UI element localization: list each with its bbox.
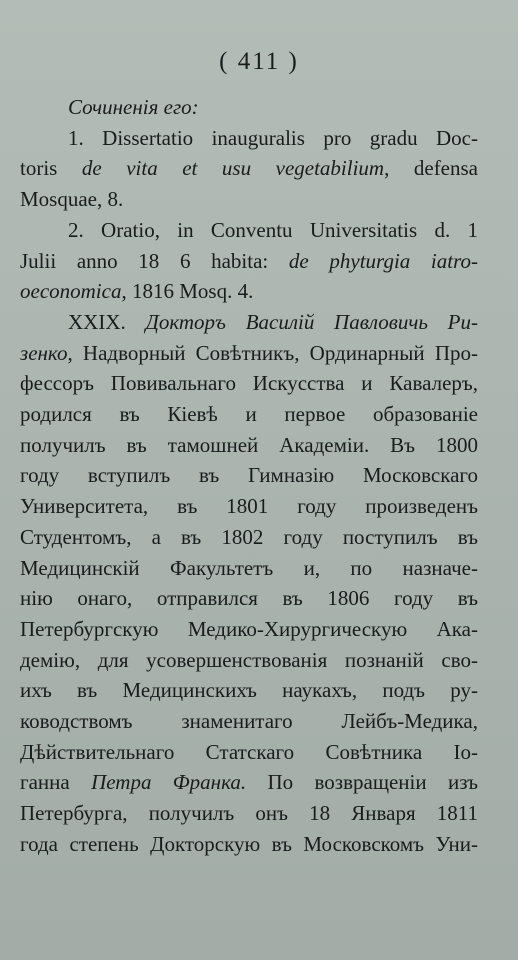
bio-line1: XXIX. Докторъ Василій Павловичь Ри- <box>68 309 478 334</box>
bio-line6: году вступилъ въ Гимназію Московскаго <box>20 463 478 488</box>
bio-line14: ководствомъ знаменитаго Лейбъ-Медика, <box>20 709 478 734</box>
page-text <box>20 92 478 860</box>
item2-line2: Julii anno 18 6 habita: de phyturgia iatro- <box>20 248 478 273</box>
item1-line1: 1. Dissertatio inauguralis pro gradu Doc- <box>68 125 478 150</box>
bio-line8: Студентомъ, а въ 1802 году поступилъ въ <box>20 524 478 549</box>
bio-line9: Медицинскій Факультетъ и, по назначе- <box>20 555 478 580</box>
bio-line18: года степень Докторскую въ Московскомъ Уни- <box>20 831 478 856</box>
item1-line3: Mosquae, 8. <box>20 187 124 212</box>
bio-line16: ганна Петра Франка. По возвращеніи изъ <box>20 770 478 795</box>
bio-line13: ихъ въ Медицинскихъ наукахъ, подъ ру- <box>20 678 478 703</box>
item1-line2: toris de vita et usu vegetabilium, defensa <box>20 156 478 181</box>
bio-line10: нію онаго, отправился въ 1806 году въ <box>20 586 478 611</box>
bio-line4: родился въ Кіевѣ и первое образованіе <box>20 402 478 427</box>
page-number: ( 411 ) <box>219 48 299 75</box>
bio-line3: фессоръ Повивальнаго Искусства и Кавалеръ, <box>20 371 478 396</box>
bio-line12: демію, для усовершенствованія познаній сво- <box>20 647 478 672</box>
bio-line17: Петербурга, получилъ онъ 18 Января 1811 <box>20 801 478 826</box>
item2-line1: 2. Oratio, in Conventu Universitatis d. 1 <box>68 217 478 242</box>
bio-line5: получилъ въ тамошней Академіи. Въ 1800 <box>20 432 478 457</box>
bio-line11: Петербургскую Медико-Хирургическую Ака- <box>20 616 478 641</box>
bio-line7: Университета, въ 1801 году произведенъ <box>20 494 478 519</box>
item2-line3: oeconomica, 1816 Mosq. 4. <box>20 279 254 304</box>
bio-line15: Дѣйствительнаго Статскаго Совѣтника Іо- <box>20 739 478 764</box>
works-heading: Сочиненія его: <box>68 95 199 119</box>
bio-line2: зенко, Надворный Совѣтникъ, Ординарный Про- <box>20 340 478 365</box>
